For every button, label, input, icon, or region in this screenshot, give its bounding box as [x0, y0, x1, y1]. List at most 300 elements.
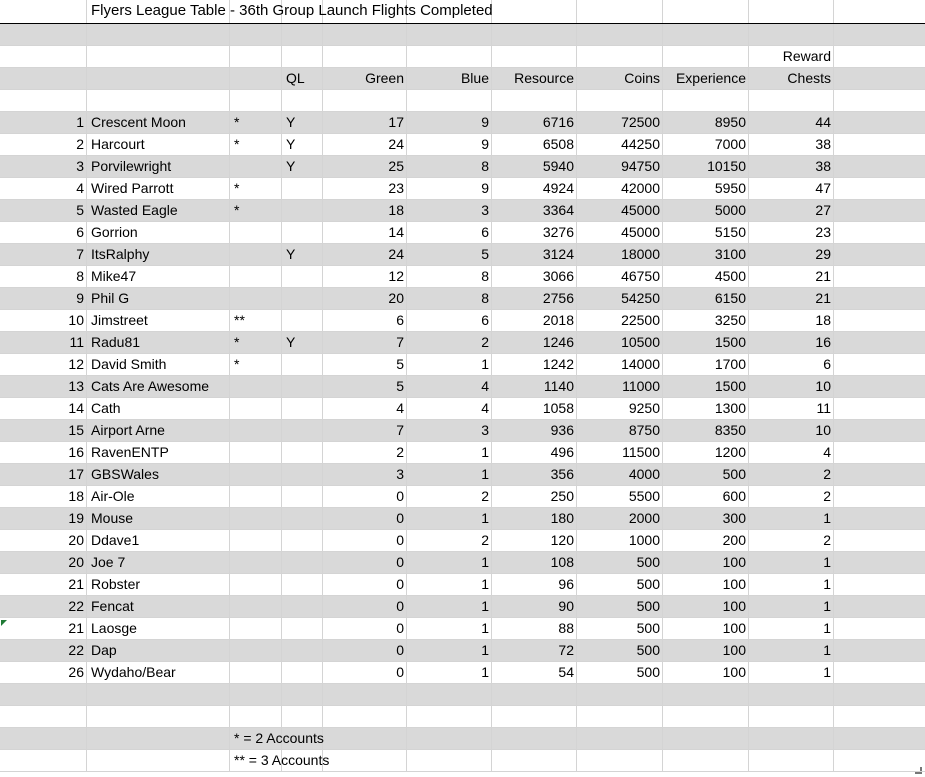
- chests-cell[interactable]: 1: [748, 596, 833, 617]
- blue-cell[interactable]: 6: [406, 222, 491, 243]
- coins-cell[interactable]: 8750: [576, 420, 662, 441]
- resource-cell[interactable]: 5940: [491, 156, 576, 177]
- cell[interactable]: [833, 0, 925, 23]
- resource-cell[interactable]: 72: [491, 640, 576, 661]
- experience-cell[interactable]: 200: [662, 530, 748, 551]
- blue-cell[interactable]: 1: [406, 508, 491, 529]
- flyer-name-cell[interactable]: Jimstreet: [86, 310, 229, 331]
- chests-cell[interactable]: 21: [748, 266, 833, 287]
- cell[interactable]: [281, 90, 322, 111]
- cell[interactable]: [833, 662, 925, 683]
- cell[interactable]: [229, 46, 281, 67]
- rank-cell[interactable]: 7: [76, 246, 84, 262]
- experience-cell[interactable]: 100: [662, 640, 748, 661]
- green-cell[interactable]: 12: [322, 266, 406, 287]
- chests-cell[interactable]: 1: [748, 574, 833, 595]
- experience-cell[interactable]: 8350: [662, 420, 748, 441]
- green-cell[interactable]: 2: [322, 442, 406, 463]
- blue-cell[interactable]: 1: [406, 442, 491, 463]
- rank-cell[interactable]: 21: [68, 576, 84, 592]
- accounts-mark-cell[interactable]: [229, 486, 281, 507]
- resource-cell[interactable]: 3364: [491, 200, 576, 221]
- coins-cell[interactable]: 18000: [576, 244, 662, 265]
- coins-cell[interactable]: 94750: [576, 156, 662, 177]
- cell[interactable]: [833, 354, 925, 375]
- accounts-mark-cell[interactable]: [229, 420, 281, 441]
- cell[interactable]: [748, 728, 833, 749]
- coins-cell[interactable]: 1000: [576, 530, 662, 551]
- accounts-mark-cell[interactable]: [229, 156, 281, 177]
- cell[interactable]: [833, 464, 925, 485]
- cell[interactable]: [491, 90, 576, 111]
- experience-cell[interactable]: 3100: [662, 244, 748, 265]
- cell[interactable]: [833, 90, 925, 111]
- experience-cell[interactable]: 100: [662, 662, 748, 683]
- cell[interactable]: [0, 46, 86, 67]
- blue-cell[interactable]: 1: [406, 596, 491, 617]
- ql-cell[interactable]: [281, 310, 322, 331]
- ql-cell[interactable]: [281, 530, 322, 551]
- cell[interactable]: [748, 750, 833, 771]
- cell[interactable]: [576, 90, 662, 111]
- rank-cell[interactable]: 6: [76, 224, 84, 240]
- cell[interactable]: [833, 244, 925, 265]
- resource-cell[interactable]: 90: [491, 596, 576, 617]
- flyer-name-cell[interactable]: Cats Are Awesome: [86, 376, 229, 397]
- flyer-name-cell[interactable]: Harcourt: [86, 134, 229, 155]
- cell[interactable]: [833, 46, 925, 67]
- green-cell[interactable]: 0: [322, 662, 406, 683]
- cell[interactable]: [833, 200, 925, 221]
- experience-cell[interactable]: 7000: [662, 134, 748, 155]
- coins-cell[interactable]: 5500: [576, 486, 662, 507]
- flyer-name-cell[interactable]: Robster: [86, 574, 229, 595]
- cell[interactable]: [86, 46, 229, 67]
- rank-cell[interactable]: 16: [68, 444, 84, 460]
- flyer-name-cell[interactable]: Cath: [86, 398, 229, 419]
- ql-cell[interactable]: [281, 596, 322, 617]
- cell[interactable]: [322, 728, 406, 749]
- cell[interactable]: [281, 24, 322, 45]
- cell[interactable]: [576, 706, 662, 727]
- blue-cell[interactable]: 4: [406, 376, 491, 397]
- resource-cell[interactable]: 250: [491, 486, 576, 507]
- chests-cell[interactable]: 4: [748, 442, 833, 463]
- cell[interactable]: [748, 0, 833, 23]
- cell[interactable]: [833, 486, 925, 507]
- flyer-name-cell[interactable]: Gorrion: [86, 222, 229, 243]
- green-cell[interactable]: 0: [322, 618, 406, 639]
- cell[interactable]: [833, 706, 925, 727]
- accounts-mark-cell[interactable]: [229, 574, 281, 595]
- resource-cell[interactable]: 1246: [491, 332, 576, 353]
- blue-cell[interactable]: 8: [406, 156, 491, 177]
- rank-cell[interactable]: 3: [76, 158, 84, 174]
- chests-cell[interactable]: 2: [748, 530, 833, 551]
- cell[interactable]: [576, 750, 662, 771]
- accounts-mark-cell[interactable]: *: [229, 354, 281, 375]
- green-cell[interactable]: 3: [322, 464, 406, 485]
- flyer-name-cell[interactable]: Wired Parrott: [86, 178, 229, 199]
- ql-cell[interactable]: [281, 442, 322, 463]
- ql-cell[interactable]: [281, 200, 322, 221]
- experience-cell[interactable]: 5950: [662, 178, 748, 199]
- cell[interactable]: [406, 750, 491, 771]
- cell[interactable]: [833, 332, 925, 353]
- chests-cell[interactable]: 38: [748, 156, 833, 177]
- ql-cell[interactable]: Y: [281, 134, 322, 155]
- ql-cell[interactable]: [281, 552, 322, 573]
- cell[interactable]: [576, 0, 662, 23]
- green-cell[interactable]: 14: [322, 222, 406, 243]
- header-chests[interactable]: Chests: [748, 68, 833, 89]
- resource-cell[interactable]: 88: [491, 618, 576, 639]
- ql-cell[interactable]: [281, 574, 322, 595]
- rank-cell[interactable]: 22: [68, 598, 84, 614]
- cell[interactable]: [322, 24, 406, 45]
- footnote-three-accounts[interactable]: ** = 3 Accounts: [229, 750, 281, 771]
- accounts-mark-cell[interactable]: *: [229, 134, 281, 155]
- chests-cell[interactable]: 23: [748, 222, 833, 243]
- chests-cell[interactable]: 10: [748, 376, 833, 397]
- cell[interactable]: [0, 0, 86, 23]
- blue-cell[interactable]: 5: [406, 244, 491, 265]
- resource-cell[interactable]: 356: [491, 464, 576, 485]
- accounts-mark-cell[interactable]: [229, 244, 281, 265]
- blue-cell[interactable]: 2: [406, 332, 491, 353]
- rank-cell[interactable]: 2: [76, 136, 84, 152]
- rank-cell[interactable]: 9: [76, 290, 84, 306]
- cell[interactable]: [662, 728, 748, 749]
- resource-cell[interactable]: 1140: [491, 376, 576, 397]
- cell[interactable]: [229, 68, 281, 89]
- flyer-name-cell[interactable]: Mouse: [86, 508, 229, 529]
- cell[interactable]: [0, 684, 86, 705]
- flyer-name-cell[interactable]: RavenENTP: [86, 442, 229, 463]
- cell[interactable]: [0, 728, 86, 749]
- ql-cell[interactable]: [281, 288, 322, 309]
- flyer-name-cell[interactable]: GBSWales: [86, 464, 229, 485]
- accounts-mark-cell[interactable]: *: [229, 332, 281, 353]
- rank-cell[interactable]: 18: [68, 488, 84, 504]
- cell[interactable]: [833, 376, 925, 397]
- cell[interactable]: [491, 24, 576, 45]
- accounts-mark-cell[interactable]: [229, 640, 281, 661]
- green-cell[interactable]: 5: [322, 376, 406, 397]
- accounts-mark-cell[interactable]: [229, 530, 281, 551]
- flyer-name-cell[interactable]: Crescent Moon: [86, 112, 229, 133]
- resource-cell[interactable]: 496: [491, 442, 576, 463]
- rank-cell[interactable]: 14: [68, 400, 84, 416]
- chests-cell[interactable]: 47: [748, 178, 833, 199]
- resource-cell[interactable]: 2756: [491, 288, 576, 309]
- cell[interactable]: [0, 68, 86, 89]
- rank-cell[interactable]: 26: [68, 664, 84, 680]
- blue-cell[interactable]: 3: [406, 420, 491, 441]
- coins-cell[interactable]: 42000: [576, 178, 662, 199]
- accounts-mark-cell[interactable]: [229, 464, 281, 485]
- ql-cell[interactable]: [281, 266, 322, 287]
- blue-cell[interactable]: 1: [406, 354, 491, 375]
- accounts-mark-cell[interactable]: [229, 508, 281, 529]
- cell[interactable]: [833, 112, 925, 133]
- cell[interactable]: [86, 90, 229, 111]
- experience-cell[interactable]: 10150: [662, 156, 748, 177]
- blue-cell[interactable]: 2: [406, 530, 491, 551]
- green-cell[interactable]: 0: [322, 486, 406, 507]
- resource-cell[interactable]: 108: [491, 552, 576, 573]
- cell[interactable]: [406, 24, 491, 45]
- ql-cell[interactable]: [281, 508, 322, 529]
- rank-cell[interactable]: 21: [68, 620, 84, 636]
- flyer-name-cell[interactable]: Dap: [86, 640, 229, 661]
- resource-cell[interactable]: 1242: [491, 354, 576, 375]
- chests-cell[interactable]: 27: [748, 200, 833, 221]
- blue-cell[interactable]: 2: [406, 486, 491, 507]
- coins-cell[interactable]: 500: [576, 662, 662, 683]
- header-resource[interactable]: Resource: [491, 68, 576, 89]
- rank-cell[interactable]: 17: [68, 466, 84, 482]
- cell[interactable]: [833, 728, 925, 749]
- ql-cell[interactable]: Y: [281, 112, 322, 133]
- cell[interactable]: [406, 46, 491, 67]
- flyer-name-cell[interactable]: ItsRalphy: [86, 244, 229, 265]
- cell[interactable]: [281, 684, 322, 705]
- experience-cell[interactable]: 1500: [662, 332, 748, 353]
- cell[interactable]: [833, 684, 925, 705]
- flyer-name-cell[interactable]: Mike47: [86, 266, 229, 287]
- blue-cell[interactable]: 8: [406, 266, 491, 287]
- experience-cell[interactable]: 500: [662, 464, 748, 485]
- experience-cell[interactable]: 100: [662, 552, 748, 573]
- rank-cell[interactable]: 20: [68, 554, 84, 570]
- chests-cell[interactable]: 6: [748, 354, 833, 375]
- cell[interactable]: [229, 706, 281, 727]
- accounts-mark-cell[interactable]: *: [229, 112, 281, 133]
- coins-cell[interactable]: 44250: [576, 134, 662, 155]
- coins-cell[interactable]: 500: [576, 596, 662, 617]
- chests-cell[interactable]: 44: [748, 112, 833, 133]
- flyer-name-cell[interactable]: Air-Ole: [86, 486, 229, 507]
- chests-cell[interactable]: 2: [748, 486, 833, 507]
- cell[interactable]: [86, 728, 229, 749]
- coins-cell[interactable]: 4000: [576, 464, 662, 485]
- coins-cell[interactable]: 14000: [576, 354, 662, 375]
- green-cell[interactable]: 23: [322, 178, 406, 199]
- flyer-name-cell[interactable]: Ddave1: [86, 530, 229, 551]
- experience-cell[interactable]: 300: [662, 508, 748, 529]
- flyer-name-cell[interactable]: Porvilewright: [86, 156, 229, 177]
- cell[interactable]: [662, 24, 748, 45]
- coins-cell[interactable]: 46750: [576, 266, 662, 287]
- cell[interactable]: [748, 706, 833, 727]
- cell[interactable]: [86, 24, 229, 45]
- experience-cell[interactable]: 100: [662, 596, 748, 617]
- ql-cell[interactable]: [281, 618, 322, 639]
- blue-cell[interactable]: 8: [406, 288, 491, 309]
- chests-cell[interactable]: 29: [748, 244, 833, 265]
- header-reward[interactable]: Reward: [748, 46, 833, 67]
- accounts-mark-cell[interactable]: [229, 288, 281, 309]
- rank-cell[interactable]: 8: [76, 268, 84, 284]
- blue-cell[interactable]: 1: [406, 574, 491, 595]
- cell[interactable]: [322, 46, 406, 67]
- resource-cell[interactable]: 120: [491, 530, 576, 551]
- ql-cell[interactable]: [281, 178, 322, 199]
- cell[interactable]: [322, 750, 406, 771]
- cell[interactable]: [833, 640, 925, 661]
- sheet-title[interactable]: Flyers League Table - 36th Group Launch Flights Completed: [86, 0, 229, 23]
- coins-cell[interactable]: 11500: [576, 442, 662, 463]
- coins-cell[interactable]: 45000: [576, 200, 662, 221]
- cell[interactable]: [833, 574, 925, 595]
- chests-cell[interactable]: 1: [748, 662, 833, 683]
- chests-cell[interactable]: 1: [748, 508, 833, 529]
- cell[interactable]: [576, 684, 662, 705]
- cell[interactable]: [662, 750, 748, 771]
- cell[interactable]: [491, 706, 576, 727]
- cell[interactable]: [833, 420, 925, 441]
- blue-cell[interactable]: 1: [406, 618, 491, 639]
- green-cell[interactable]: 17: [322, 112, 406, 133]
- footnote-two-accounts[interactable]: * = 2 Accounts: [229, 728, 281, 749]
- accounts-mark-cell[interactable]: [229, 266, 281, 287]
- coins-cell[interactable]: 9250: [576, 398, 662, 419]
- blue-cell[interactable]: 1: [406, 464, 491, 485]
- cell[interactable]: [229, 24, 281, 45]
- cell[interactable]: [576, 46, 662, 67]
- flyer-name-cell[interactable]: Laosge: [86, 618, 229, 639]
- chests-cell[interactable]: 1: [748, 640, 833, 661]
- cell[interactable]: [0, 750, 86, 771]
- experience-cell[interactable]: 5150: [662, 222, 748, 243]
- rank-cell[interactable]: 22: [68, 642, 84, 658]
- flyer-name-cell[interactable]: Wydaho/Bear: [86, 662, 229, 683]
- rank-cell[interactable]: 4: [76, 180, 84, 196]
- cell[interactable]: [281, 706, 322, 727]
- cell[interactable]: [662, 46, 748, 67]
- cell[interactable]: [833, 266, 925, 287]
- cell[interactable]: [322, 684, 406, 705]
- cell[interactable]: [491, 750, 576, 771]
- green-cell[interactable]: 7: [322, 420, 406, 441]
- coins-cell[interactable]: 10500: [576, 332, 662, 353]
- flyer-name-cell[interactable]: Fencat: [86, 596, 229, 617]
- cell[interactable]: [0, 90, 86, 111]
- cell[interactable]: [491, 728, 576, 749]
- rank-cell[interactable]: 5: [76, 202, 84, 218]
- cell[interactable]: [662, 684, 748, 705]
- accounts-mark-cell[interactable]: [229, 596, 281, 617]
- green-cell[interactable]: 0: [322, 596, 406, 617]
- blue-cell[interactable]: 9: [406, 112, 491, 133]
- cell[interactable]: [86, 68, 229, 89]
- cell[interactable]: [86, 706, 229, 727]
- resource-cell[interactable]: 3124: [491, 244, 576, 265]
- chests-cell[interactable]: 2: [748, 464, 833, 485]
- chests-cell[interactable]: 16: [748, 332, 833, 353]
- cell[interactable]: [322, 90, 406, 111]
- chests-cell[interactable]: 1: [748, 618, 833, 639]
- accounts-mark-cell[interactable]: [229, 222, 281, 243]
- blue-cell[interactable]: 1: [406, 662, 491, 683]
- chests-cell[interactable]: 38: [748, 134, 833, 155]
- green-cell[interactable]: 24: [322, 244, 406, 265]
- rank-cell[interactable]: 15: [68, 422, 84, 438]
- green-cell[interactable]: 7: [322, 332, 406, 353]
- ql-cell[interactable]: Y: [281, 244, 322, 265]
- coins-cell[interactable]: 11000: [576, 376, 662, 397]
- green-cell[interactable]: 0: [322, 508, 406, 529]
- cell[interactable]: [491, 0, 576, 23]
- ql-cell[interactable]: [281, 486, 322, 507]
- coins-cell[interactable]: 500: [576, 640, 662, 661]
- rank-cell[interactable]: 11: [69, 334, 84, 350]
- accounts-mark-cell[interactable]: *: [229, 178, 281, 199]
- green-cell[interactable]: 6: [322, 310, 406, 331]
- cell[interactable]: [406, 706, 491, 727]
- cell[interactable]: [833, 442, 925, 463]
- resource-cell[interactable]: 1058: [491, 398, 576, 419]
- rank-cell[interactable]: 20: [68, 532, 84, 548]
- experience-cell[interactable]: 5000: [662, 200, 748, 221]
- experience-cell[interactable]: 1300: [662, 398, 748, 419]
- green-cell[interactable]: 20: [322, 288, 406, 309]
- cell[interactable]: [406, 90, 491, 111]
- cell[interactable]: [491, 684, 576, 705]
- green-cell[interactable]: 25: [322, 156, 406, 177]
- ql-cell[interactable]: [281, 222, 322, 243]
- green-cell[interactable]: 24: [322, 134, 406, 155]
- blue-cell[interactable]: 1: [406, 552, 491, 573]
- cell[interactable]: [0, 24, 86, 45]
- coins-cell[interactable]: 54250: [576, 288, 662, 309]
- blue-cell[interactable]: 1: [406, 640, 491, 661]
- accounts-mark-cell[interactable]: **: [229, 310, 281, 331]
- green-cell[interactable]: 5: [322, 354, 406, 375]
- cell[interactable]: [748, 24, 833, 45]
- accounts-mark-cell[interactable]: [229, 398, 281, 419]
- flyer-name-cell[interactable]: Radu81: [86, 332, 229, 353]
- cell[interactable]: [833, 398, 925, 419]
- accounts-mark-cell[interactable]: [229, 442, 281, 463]
- resource-cell[interactable]: 4924: [491, 178, 576, 199]
- rank-cell[interactable]: 10: [68, 312, 84, 328]
- cell[interactable]: [406, 728, 491, 749]
- header-coins[interactable]: Coins: [576, 68, 662, 89]
- resource-cell[interactable]: 936: [491, 420, 576, 441]
- coins-cell[interactable]: 500: [576, 574, 662, 595]
- resource-cell[interactable]: 6508: [491, 134, 576, 155]
- blue-cell[interactable]: 6: [406, 310, 491, 331]
- cell[interactable]: [576, 24, 662, 45]
- cell[interactable]: [833, 750, 925, 771]
- resource-cell[interactable]: 3276: [491, 222, 576, 243]
- resource-cell[interactable]: 6716: [491, 112, 576, 133]
- ql-cell[interactable]: [281, 640, 322, 661]
- coins-cell[interactable]: 500: [576, 618, 662, 639]
- resource-cell[interactable]: 3066: [491, 266, 576, 287]
- accounts-mark-cell[interactable]: [229, 376, 281, 397]
- cell[interactable]: [833, 552, 925, 573]
- cell[interactable]: [229, 90, 281, 111]
- header-ql[interactable]: QL: [281, 68, 322, 89]
- resource-cell[interactable]: 180: [491, 508, 576, 529]
- cell[interactable]: [833, 178, 925, 199]
- rank-cell[interactable]: 1: [76, 114, 84, 130]
- cell[interactable]: [491, 46, 576, 67]
- cell[interactable]: [86, 684, 229, 705]
